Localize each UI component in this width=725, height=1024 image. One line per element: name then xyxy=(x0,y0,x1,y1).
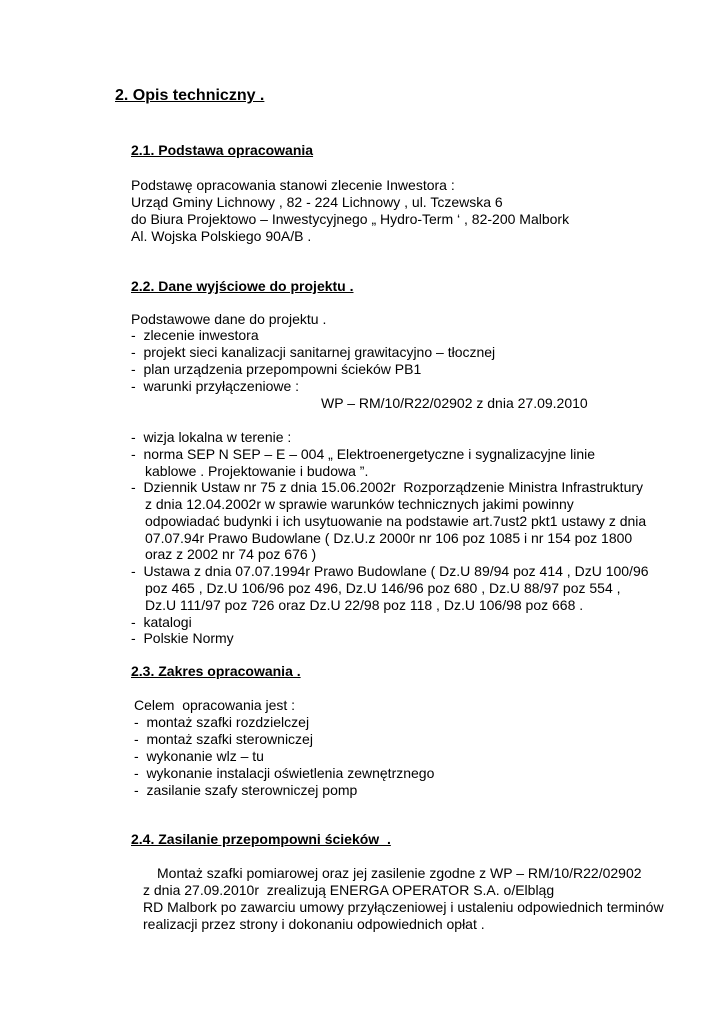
s4-line-2: z dnia 27.09.2010r zrealizują ENERGA OPERATOR S.A. o/Elbląg xyxy=(143,882,555,898)
s3-line-5: - wykonanie instalacji oświetlenia zewnętrznego xyxy=(134,765,435,781)
s1-line-2: Urząd Gminy Lichnowy , 82 - 224 Lichnowy , ul. Tczewska 6 xyxy=(131,194,503,210)
section-2-4-heading: 2.4. Zasilanie przepompowni ścieków . xyxy=(131,831,391,847)
s2-line-18: - katalogi xyxy=(131,614,192,630)
s1-line-4: Al. Wojska Polskiego 90A/B . xyxy=(131,228,312,244)
s2-line-9: kablowe . Projektowanie i budowa ”. xyxy=(145,463,369,479)
s2-line-14: oraz z 2002 nr 74 poz 676 ) xyxy=(145,546,317,562)
s4-line-3: RD Malbork po zawarciu umowy przyłączeniowej i ustaleniu odpowiednich terminów xyxy=(143,899,664,915)
s2-line-17: Dz.U 111/97 poz 726 oraz Dz.U 22/98 poz 118 , Dz.U 106/98 poz 668 . xyxy=(145,597,584,613)
s2-line-13: 07.07.94r Prawo Budowlane ( Dz.U.z 2000r nr 106 poz 1085 i nr 154 poz 1800 xyxy=(145,530,633,546)
section-2-2-heading: 2.2. Dane wyjściowe do projektu . xyxy=(131,278,354,294)
s1-line-1: Podstawę opracowania stanowi zlecenie Inwestora : xyxy=(131,177,455,193)
s3-line-6: - zasilanie szafy sterowniczej pomp xyxy=(134,782,358,798)
s1-line-3: do Biura Projektowo – Inwestycyjnego „ Hydro-Term ‘ , 82-200 Malbork xyxy=(131,211,570,227)
s2-line-7: - wizja lokalna w terenie : xyxy=(131,429,292,445)
s2-line-6: WP – RM/10/R22/02902 z dnia 27.09.2010 xyxy=(321,395,588,411)
s2-line-5: - warunki przyłączeniowe : xyxy=(131,378,300,394)
s2-line-2: - zlecenie inwestora xyxy=(131,327,259,343)
s4-line-1: Montaż szafki pomiarowej oraz jej zasilenie zgodne z WP – RM/10/R22/02902 xyxy=(157,865,642,881)
document-title: 2. Opis techniczny . xyxy=(115,87,265,104)
s3-line-3: - montaż szafki sterowniczej xyxy=(134,731,313,747)
s3-line-2: - montaż szafki rozdzielczej xyxy=(134,714,310,730)
s2-line-10: - Dziennik Ustaw nr 75 z dnia 15.06.2002r Rozporządzenie Ministra Infrastruktury xyxy=(131,479,644,495)
s3-line-1: Celem opracowania jest : xyxy=(134,697,296,713)
s4-line-4: realizacji przez strony i dokonaniu odpowiednich opłat . xyxy=(143,916,485,932)
s2-line-11: z dnia 12.04.2002r w sprawie warunków technicznych jakimi powinny xyxy=(145,496,574,512)
s2-line-3: - projekt sieci kanalizacji sanitarnej grawitacyjno – tłocznej xyxy=(131,344,496,360)
s2-line-12: odpowiadać budynki i ich usytuowanie na podstawie art.7ust2 pkt1 ustawy z dnia xyxy=(145,513,647,529)
section-2-3-heading: 2.3. Zakres opracowania . xyxy=(131,663,301,679)
s2-line-8: - norma SEP N SEP – E – 004 „ Elektroenergetyczne i sygnalizacyjne linie xyxy=(131,446,596,462)
s2-line-19: - Polskie Normy xyxy=(131,630,234,646)
s2-line-1: Podstawowe dane do projektu . xyxy=(131,311,327,327)
s3-line-4: - wykonanie wlz – tu xyxy=(134,748,264,764)
s2-line-4: - plan urządzenia przepompowni ścieków PB1 xyxy=(131,361,422,377)
s2-line-15: - Ustawa z dnia 07.07.1994r Prawo Budowlane ( Dz.U 89/94 poz 414 , DzU 100/96 xyxy=(131,563,649,579)
section-2-1-heading: 2.1. Podstawa opracowania xyxy=(131,142,314,158)
s2-line-16: poz 465 , Dz.U 106/96 poz 496, Dz.U 146/96 poz 680 , Dz.U 88/97 poz 554 , xyxy=(145,580,621,596)
